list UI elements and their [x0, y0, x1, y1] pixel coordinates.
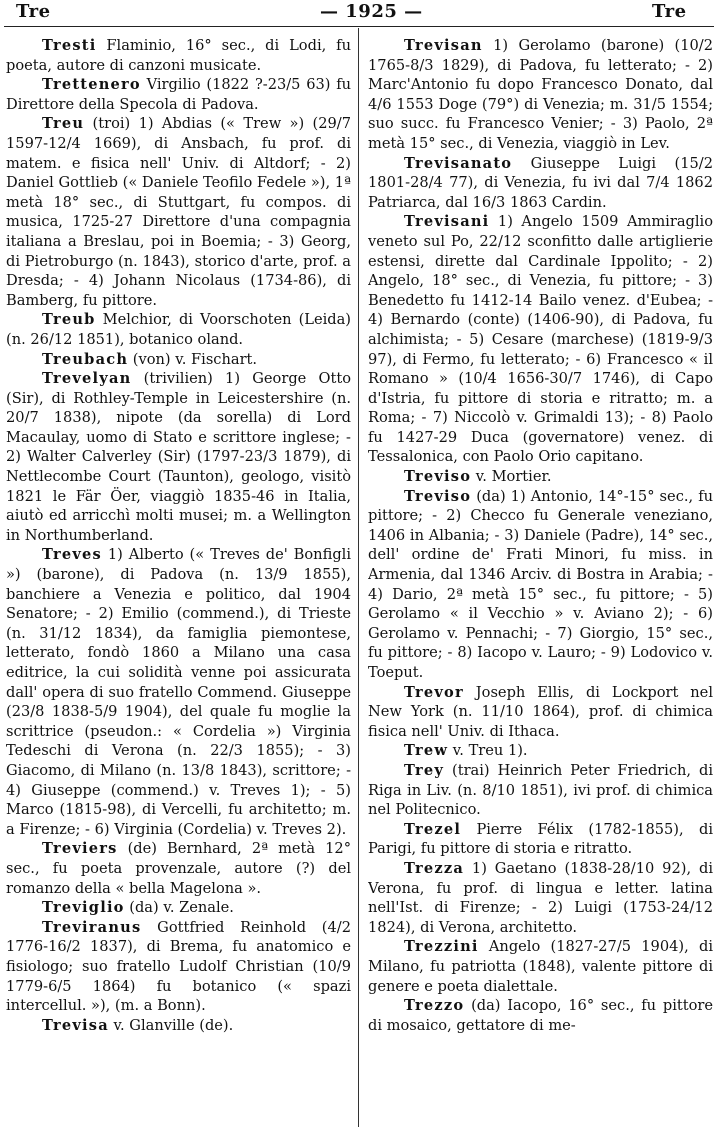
entry-headword: Trettenero [42, 76, 141, 94]
dictionary-entry [368, 212, 713, 467]
entry-text: Virgilio (1822 ?-23/5 63) fu Direttore della Specola di Padova. [6, 76, 351, 113]
dictionary-entry [6, 114, 351, 310]
entry-headword: Treviranus [42, 918, 142, 936]
entry-headword: Trew [404, 742, 449, 760]
right-column [368, 36, 713, 1127]
entry-headword: Trezza [404, 859, 465, 877]
entry-headword: Treviso [404, 468, 472, 486]
column-divider [358, 28, 359, 1127]
dictionary-entry [6, 545, 351, 839]
entry-headword: Trevisanato [404, 154, 513, 172]
entry-headword: Treviso [404, 487, 472, 505]
entry-text: 1) Gerolamo (barone) (10/2 1765-8/3 1829), di Padova, fu letterato; - 2) Marc'Antonio fu dopo Francesco Donato, dal 4/6 1553 Doge (79°) di Venezia; m. 31/5 1554; suo succ. fu Francesco Venier; - 3) Paolo, 2ª metà 15° sec., di Venezia, viaggiò in Lev. [368, 37, 713, 152]
entry-headword: Trezzo [404, 997, 465, 1015]
entry-text: (de) Bernhard, 2ª metà 12° sec., fu poeta provenzale, autore (?) del romanzo della « bella Magelona ». [6, 840, 351, 897]
entry-headword: Treviers [42, 840, 118, 858]
entry-text: Angelo (1827-27/5 1904), di Milano, fu patriotta (1848), valente pittore di genere e poeta dialettale. [368, 938, 713, 995]
entry-headword: Trevisan [404, 37, 483, 54]
entry-text: Melchior, di Voorschoten (Leida) (n. 26/12 1851), botanico oland. [6, 311, 351, 348]
page-number: — 1925 — [320, 1, 423, 22]
entry-headword: Tresti [42, 37, 97, 54]
entry-text: Pierre Félix (1782-1855), di Parigi, fu pittore di storia e ritratto. [368, 820, 713, 858]
entry-headword: Trevor [404, 683, 464, 701]
dictionary-entry [6, 369, 351, 545]
left-column [6, 36, 351, 1127]
dictionary-entry [368, 467, 713, 487]
entry-text: Giuseppe Luigi (15/2 1801-28/4 77), di Venezia, fu ivi dal 7/4 1862 Patriarca, dal 16/3 1863 Cardin. [368, 154, 713, 211]
dictionary-entry [368, 761, 713, 820]
entry-text: (da) Iacopo, 16° sec., fu pittore di mosaico, gettatore di me- [368, 997, 713, 1034]
dictionary-entry [6, 75, 351, 114]
entry-text: 1) Alberto (« Treves de' Bonfigli ») (barone), di Padova (n. 13/9 1855), banchiere a Venezia e politico, dal 1904 Senatore; - 2) Emilio (commend.), di Trieste (n. 31/12 1834), da famiglia piemontese, letterato, fondò 1860 a Milano una casa editrice, la cui solidità venne poi assicurata dall' opera di suo fratello Commend. Giuseppe (23/8 1838-5/9 1904), del quale fu moglie la scrittrice (pseudon.: « Cordelia ») Virginia Tedeschi di Verona (n. 22/3 1855); - 3) Giacomo, di Milano (n. 13/8 1843), scrittore; - 4) Giuseppe (commend.) v. Treves 1); - 5) Marco (1815-98), di Vercelli, fu architetto; m. a Firenze; - 6) Virginia (Cordelia) v. Treves 2). [6, 546, 351, 838]
dictionary-entry [6, 898, 351, 918]
header-rule [4, 26, 714, 27]
dictionary-entry [368, 487, 713, 683]
dictionary-entry [6, 310, 351, 349]
entry-headword: Trezzini [404, 938, 479, 956]
dictionary-entry [6, 839, 351, 898]
dictionary-entry [6, 918, 351, 1016]
running-head-left: Tre [16, 1, 51, 22]
entry-text: (da) v. Zenale. [124, 899, 234, 917]
dictionary-entry [6, 350, 351, 370]
entry-text: Flaminio, 16° sec., di Lodi, fu poeta, autore di canzoni musicate. [6, 37, 351, 74]
entry-headword: Trevisa [42, 1016, 109, 1034]
entry-headword: Treub [42, 311, 96, 329]
entry-headword: Trevisani [404, 213, 490, 231]
running-head-right: Tre [652, 1, 687, 22]
entry-text: v. Glanville (de). [108, 1016, 234, 1034]
entry-text: (trai) Heinrich Peter Friedrich, di Riga in Liv. (n. 8/10 1851), ivi prof. di chimica nel Politecnico. [368, 761, 713, 819]
entry-text: Gottfried Reinhold (4/2 1776-16/2 1837), di Brema, fu anatomico e fisiologo; suo fratello Ludolf Christian (10/9 1779-6/5 1864) fu botanico (« spazi intercellul. »), (m. a Bonn). [6, 918, 351, 1015]
dictionary-entry [368, 683, 713, 742]
dictionary-entry [368, 36, 713, 154]
entry-headword: Trevelyan [42, 370, 132, 388]
dictionary-entry [368, 996, 713, 1035]
entry-text: (da) 1) Antonio, 14°-15° sec., fu pittore; - 2) Checco fu Generale veneziano, 1406 in Albania; - 3) Daniele (Padre), 14° sec., dell' ordine de' Frati Minori, fu miss. in Armenia, dal 1346 Arciv. di Bostra in Arabia; - 4) Dario, 2ª metà 15° sec., fu pittore; - 5) Gerolamo « il Vecchio » v. Aviano 2); - 6) Gerolamo v. Pennachi; - 7) Giorgio, 15° sec., fu pittore; - 8) Iacopo v. Lauro; - 9) Lodovico v. Toeput. [368, 487, 713, 681]
entry-text: (von) v. Fischart. [128, 350, 258, 368]
entry-text: v. Treu 1). [448, 742, 528, 760]
entry-text: 1) Angelo 1509 Ammiraglio veneto sul Po, 22/12 sconfitto dalle artiglierie estensi, dirette dal Cardinale Ippolito; - 2) Angelo, 18° sec., di Venezia, fu pittore; - 3) Benedetto fu 1412-14 Bailo venez. d'Eubea; - 4) Bernardo (conte) (1406-90), di Padova, fu alchimista; - 5) Cesare (marchese) (1819-9/3 97), di Fermo, fu letterato; - 6) Francesco « il Romano » (10/4 1656-30/7 1746), di Capo d'Istria, fu pittore di storia e ritratto; m. a Roma; - 7) Niccolò v. Grimaldi 13); - 8) Paolo fu 1427-29 Duca (governatore) venez. di Tessalonica, con Paolo Orio capitano. [368, 213, 713, 466]
entry-headword: Treves [42, 546, 102, 564]
entry-headword: Treu [42, 115, 85, 133]
entry-text: (trivilien) 1) George Otto (Sir), di Rothley-Temple in Leicestershire (n. 20/7 1838), nipote (da sorella) di Lord Macaulay, uomo di Stato e scrittore inglese; - 2) Walter Calverley (Sir) (1797-23/3 1879), di Nettlecombe Court (Taunton), geologo, visitò 1821 le Fär Öer, viaggiò 1835-46 in Italia, aiutò ed arricchì molti musei; m. a Wellington in Northumberland. [6, 370, 351, 544]
entry-text: Joseph Ellis, di Lockport nel New York (n. 11/10 1864), prof. di chimica fisica nell' Univ. di Ithaca. [368, 683, 713, 740]
dictionary-entry [368, 741, 713, 761]
dictionary-entry [6, 36, 351, 75]
entry-text: 1) Gaetano (1838-28/10 92), di Verona, fu prof. di lingua e letter. latina nell'Ist. di Firenze; - 2) Luigi (1753-24/12 1824), di Verona, architetto. [368, 859, 713, 936]
dictionary-entry [368, 937, 713, 996]
page-header [0, 0, 718, 24]
dictionary-entry [368, 154, 713, 213]
entry-headword: Treubach [42, 350, 129, 368]
entry-headword: Trezel [404, 820, 462, 838]
dictionary-entry [368, 820, 713, 859]
entry-text: v. Mortier. [471, 468, 552, 486]
dictionary-entry [368, 859, 713, 937]
entry-headword: Treviglio [42, 899, 125, 917]
entry-text: (troi) 1) Abdias (« Trew ») (29/7 1597-12/4 1669), di Ansbach, fu prof. di matem. e fisica nell' Univ. di Altdorf; - 2) Daniel Gottlieb (« Daniele Teofilo Fedele »), 1ª metà 18° sec., di Stuttgart, fu compos. di musica, 1725-27 Direttore d'una compagnia italiana a Breslau, poi in Boemia; - 3) Georg, di Pietroburgo (n. 1843), storico d'arte, prof. a Dresda; - 4) Johann Nicolaus (1734-86), di Bamberg, fu pittore. [6, 115, 351, 309]
entry-headword: Trey [404, 761, 445, 779]
dictionary-entry [6, 1016, 351, 1036]
